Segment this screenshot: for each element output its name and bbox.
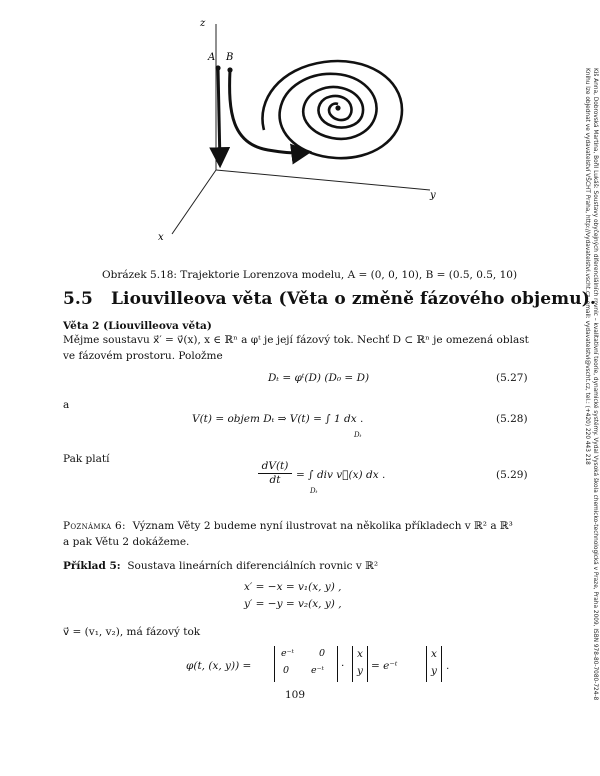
point-b-label: B <box>226 52 234 63</box>
fraction-numerator: dV(t) <box>258 460 292 474</box>
example-label: Příklad 5: <box>63 560 121 572</box>
equation-number-5-27: (5.27) <box>496 372 528 384</box>
section-number: 5.5 <box>63 289 93 309</box>
vector2-x: x <box>431 648 437 660</box>
equation-number-5-29: (5.29) <box>496 469 528 481</box>
word-and: a <box>63 399 70 411</box>
section-heading <box>63 289 596 309</box>
matrix-a12: 0 <box>319 648 326 659</box>
start-b <box>227 67 232 72</box>
side-note-line-2: Knihu lze objednat ve vydavatelství VŠCHT Praha, http://vydavatelstvi.vscht.cz, email: vydavatelstvi@vscht.cz, tel.: (+420) 220 443 218 <box>584 68 590 465</box>
figure-caption: Obrázek 5.18: Trajektorie Lorenzova modelu, A = (0, 0, 10), B = (0.5, 0.5, 10) <box>102 269 518 281</box>
then-holds: Pak platí <box>63 453 110 465</box>
equation-5-29-fraction <box>258 460 292 486</box>
point-a-label: A <box>208 52 216 63</box>
flow-lhs: φ(t, (x, y)) = <box>186 660 252 672</box>
flow-end: . <box>446 660 450 672</box>
vector-x: x <box>357 648 363 660</box>
spiral-trajectory <box>262 61 402 158</box>
page-number: 109 <box>285 689 306 701</box>
remark-label: Poznámka 6: <box>63 520 126 532</box>
example <box>63 558 378 574</box>
fraction-denominator: dt <box>269 474 281 486</box>
start-a <box>215 65 220 70</box>
lorenz-figure <box>140 12 460 252</box>
matrix-a21: 0 <box>283 665 290 676</box>
dot-operator: · <box>341 660 345 672</box>
section-title: Liouvilleova věta (Věta o změně fázového objemu). <box>110 289 596 309</box>
y-axis-label: y <box>430 190 436 201</box>
state-vector-1 <box>352 646 368 682</box>
equation-number-5-28: (5.28) <box>496 413 528 425</box>
equation-5-29-rhs: = ∫ div v⃗(x) dx . <box>296 469 386 481</box>
trajectory-b <box>230 70 308 153</box>
exp-matrix <box>274 646 338 682</box>
vector-y: y <box>357 665 363 677</box>
remark-line-2: a pak Větu 2 dokážeme. <box>63 536 190 548</box>
remark <box>63 518 513 534</box>
x-axis-label: x <box>158 232 164 243</box>
remark-line-1: Význam Věty 2 budeme nyní ilustrovat na několika příkladech v ℝ² a ℝ³ <box>132 520 513 532</box>
system-eq-2: y′ = −y = v₂(x, y) , <box>244 598 342 610</box>
z-axis-label: z <box>200 18 206 29</box>
system-eq-1: x′ = −x = v₁(x, y) , <box>244 581 342 593</box>
side-note-line-1: Kiš Anna, Dobrovská Martina, Bořil Lukáš: Soustavy obyčejných diferenciálních rovnic – kvalitativní teorie, dynamické systémy. Vydal Vysoká škola chemicko-technologická v Praze, Praha 2009, ISBN 978-80-7080-724-8 <box>592 68 598 701</box>
flow-intro: v⃗ = (v₁, v₂), má fázový tok <box>63 626 201 638</box>
vector2-y: y <box>431 665 437 677</box>
equation-5-27: Dₜ = φᵗ(D) (D₀ = D) <box>268 372 370 384</box>
example-text: Soustava lineárních diferenciálních rovnic v ℝ² <box>127 560 379 572</box>
x-axis <box>172 170 216 234</box>
equation-5-29-subscript: Dₜ <box>310 487 318 495</box>
equilibrium-point <box>335 105 340 110</box>
matrix-a22: e⁻ᵗ <box>311 665 324 676</box>
flow-mid: = e⁻ᵗ <box>371 660 398 672</box>
theorem-heading: Věta 2 (Liouvilleova věta) <box>63 320 212 332</box>
theorem-line-2: ve fázovém prostoru. Položme <box>63 350 223 362</box>
equation-5-28-subscript: Dₜ <box>354 431 362 439</box>
state-vector-2 <box>426 646 442 682</box>
matrix-a11: e⁻ᵗ <box>281 648 294 659</box>
trajectory-a <box>218 68 220 164</box>
y-axis <box>216 170 430 190</box>
equation-5-28: V(t) = objem Dₜ ⇒ V(t) = ∫ 1 dx . <box>192 413 364 425</box>
theorem-line-1: Mějme soustavu x⃗′ = v⃗(x), x ∈ ℝⁿ a φᵗ je její fázový tok. Nechť D ⊂ ℝⁿ je omezená oblast <box>63 334 529 346</box>
